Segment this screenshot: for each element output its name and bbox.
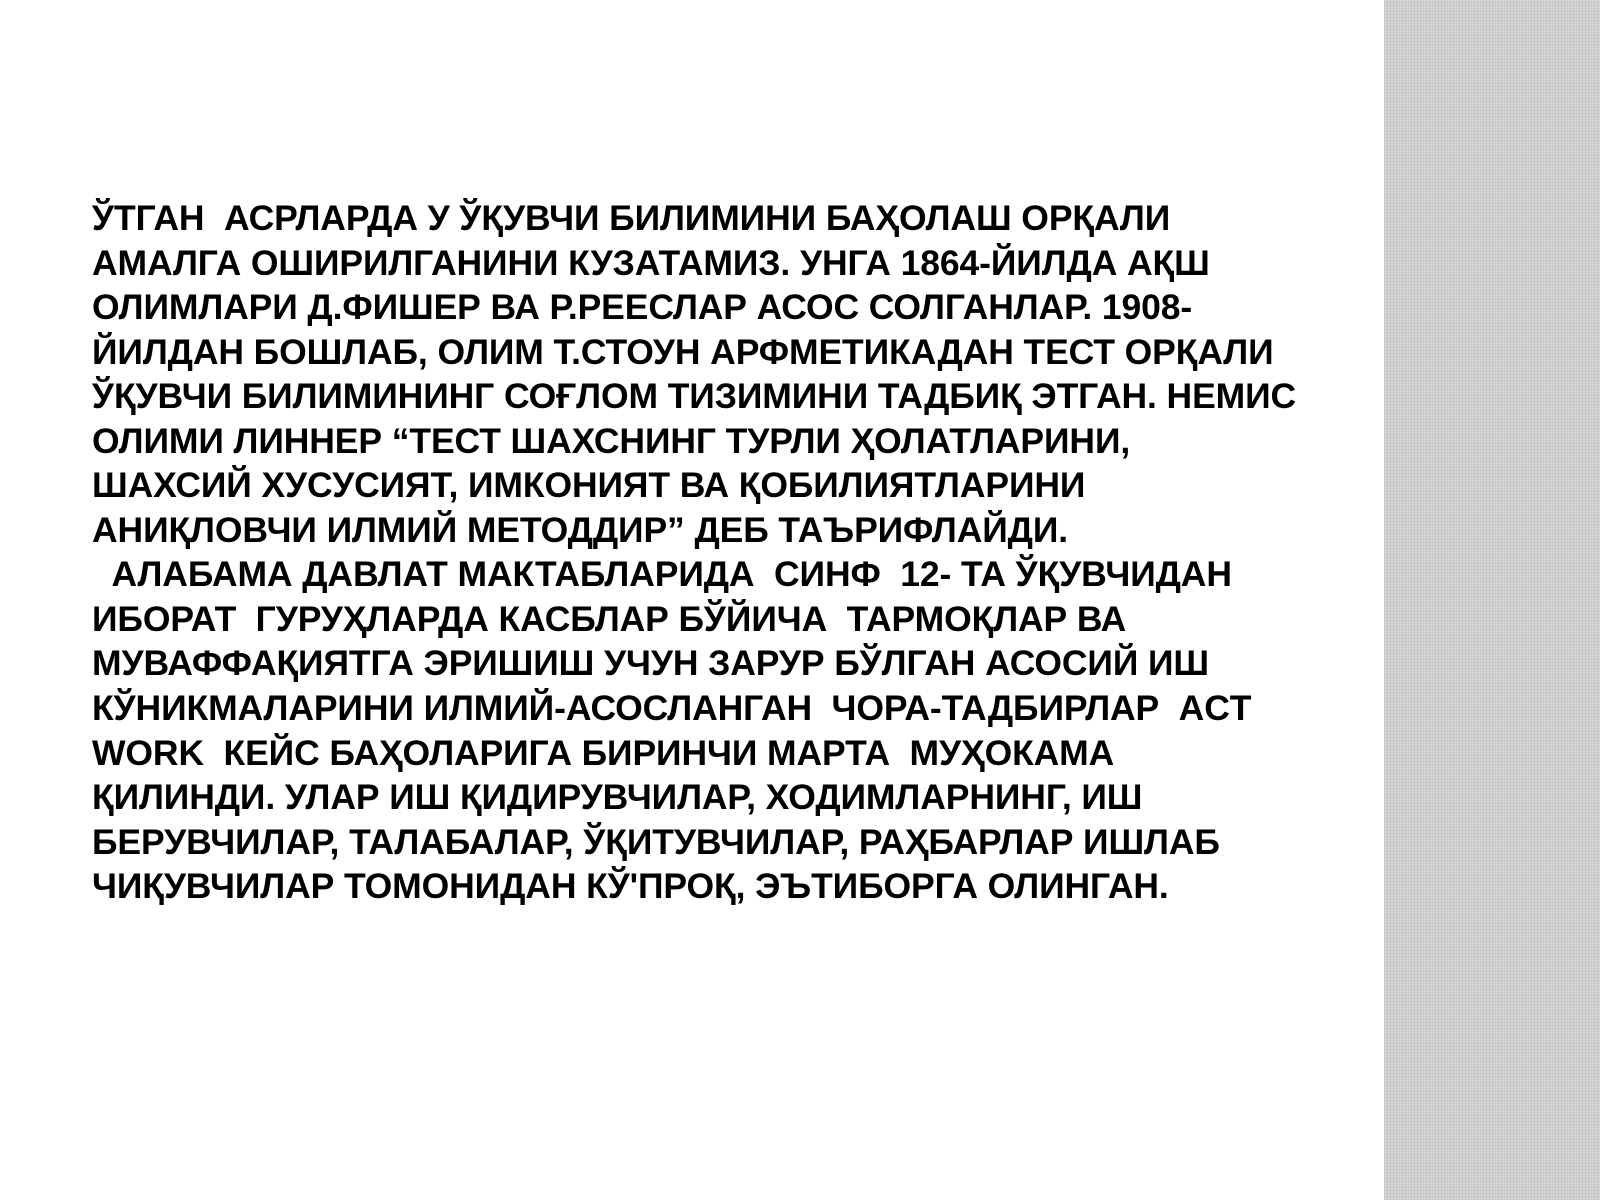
body-paragraph-2: АЛАБАМА ДАВЛАТ МАКТАБЛАРИДА СИНФ 12- ТА ЎҚУВЧИДАН ИБОРАТ ГУРУҲЛАРДА КАСБЛАР БЎЙИЧА ТАРМОҚЛАР ВА МУВАФФАҚИЯТГА ЭРИШИШ УЧУН ЗАРУР БЎЛГАН АСОСИЙ ИШ КЎНИКМАЛАРИНИ ИЛМИЙ-АСОСЛАНГАН ЧОРА-ТАДБИРЛАР ACT WORK КЕЙС БАҲОЛАРИГА БИРИНЧИ МАРТА МУҲОКАМА ҚИЛИНДИ. УЛАР ИШ ҚИДИРУВЧИЛАР, ХОДИМЛАРНИНГ, ИШ БЕРУВЧИЛАР, ТАЛАБАЛАР, ЎҚИТУВЧИЛАР, РАҲБАРЛАР ИШЛАБ ЧИҚУВЧИЛАР ТОМОНИДАН КЎ'ПРОҚ, ЭЪТИБОРГА ОЛИНГАН. [92,554,1262,907]
slide-body-text [92,196,1306,909]
body-paragraph-1: ЎТГАН АСРЛАРДА У ЎҚУВЧИ БИЛИМИНИ БАҲОЛАШ ОРҚАЛИ АМАЛГА ОШИРИЛГАНИНИ КУЗАТАМИЗ. УНГА 1864-ЙИЛДА АҚШ ОЛИМЛАРИ Д.ФИШЕР ВА Р.РЕЕСЛАР АСОС СОЛГАНЛАР. 1908-ЙИЛДАН БОШЛАБ, ОЛИМ Т.СТОУН АРФМЕТИКАДАН ТЕСТ ОРҚАЛИ ЎҚУВЧИ БИЛИМИНИНГ СОҒЛОМ ТИЗИМИНИ ТАДБИҚ ЭТГАН. НЕМИС ОЛИМИ ЛИННЕР “ТЕСТ ШАХСНИНГ ТУРЛИ ҲОЛАТЛАРИНИ, ШАХСИЙ ХУСУСИЯТ, ИМКОНИЯТ ВА ҚОБИЛИЯТЛАРИНИ АНИҚЛОВЧИ ИЛМИЙ МЕТОДДИР” ДЕБ ТАЪРИФЛАЙДИ. [92,198,1306,550]
slide-decorative-band [1384,0,1600,1200]
